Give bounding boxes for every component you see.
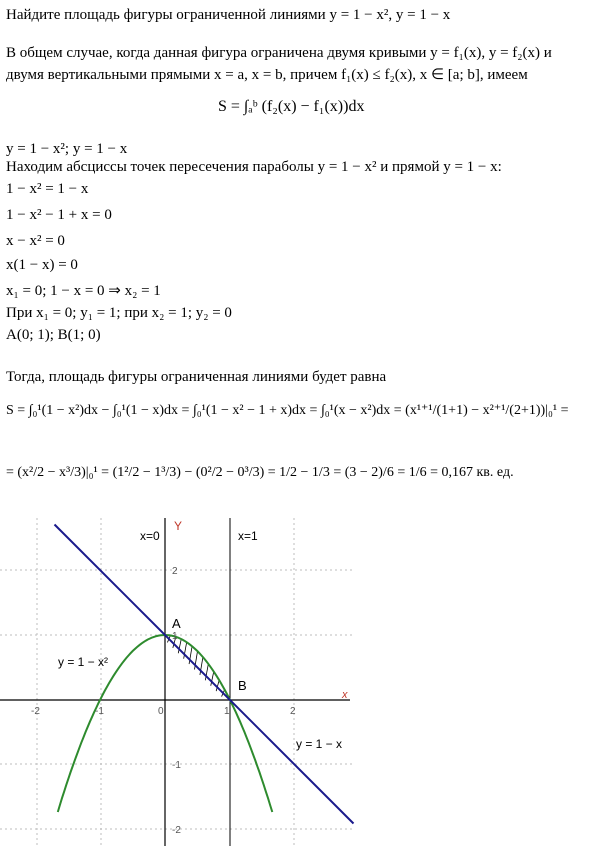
tick-y-1: 1 [172, 631, 178, 642]
area-heading: Тогда, площадь фигуры ограниченная линиями будет равна [6, 369, 387, 385]
step-4: x(1 − x) = 0 [6, 257, 78, 273]
axis-y-label: Y [174, 519, 183, 533]
tick-x-2: 2 [290, 706, 296, 717]
line-curve [55, 525, 354, 824]
step-6: При x₁ = 0; y₁ = 1; при x₂ = 1; y₂ = 0 [6, 305, 232, 321]
given-functions: y = 1 − x²; y = 1 − x [6, 141, 128, 157]
point-a-label: A [172, 616, 181, 631]
tick-y-2: 2 [172, 566, 178, 577]
area-line-1: S = ∫₀¹(1 − x²)dx − ∫₀¹(1 − x)dx = ∫₀¹(1 − x² − 1 + x)dx = ∫₀¹(x − x²)dx = (x¹⁺¹/(1+1) − x²⁺¹/(2+1))|₀¹ = [6, 403, 569, 418]
tick-y--1: -1 [172, 760, 181, 771]
parabola-label: y = 1 − x² [58, 655, 109, 669]
point-b-label: B [238, 678, 247, 693]
problem-title: Найдите площадь фигуры ограниченной линиями y = 1 − x², y = 1 − x [6, 7, 451, 23]
line-label: y = 1 − x [296, 737, 343, 751]
tick-x--2: -2 [31, 706, 40, 717]
step-1: 1 − x² = 1 − x [6, 181, 89, 197]
tick-x-0: 0 [158, 706, 164, 717]
area-graph [0, 518, 612, 846]
general-case-line-1: В общем случае, когда данная фигура ограничена двумя кривыми y = f₁(x), y = f₂(x) и [6, 45, 552, 61]
tick-x--1: -1 [95, 706, 104, 717]
step-3: x − x² = 0 [6, 233, 65, 249]
step-5: x₁ = 0; 1 − x = 0 ⇒ x₂ = 1 [6, 283, 161, 299]
axis-x-label: x [342, 689, 348, 701]
tick-x-1: 1 [224, 706, 230, 717]
intersection-heading: Находим абсциссы точек пересечения параболы y = 1 − x² и прямой y = 1 − x: [6, 159, 502, 175]
step-2: 1 − x² − 1 + x = 0 [6, 207, 112, 223]
general-case-line-2: двумя вертикальными прямыми x = a, x = b, причем f₁(x) ≤ f₂(x), x ∈ [a; b], имеем [6, 67, 528, 83]
label-x1: x=1 [238, 529, 258, 543]
general-formula: S = ∫ₐᵇ (f₂(x) − f₁(x))dx [218, 98, 365, 115]
area-line-2: = (x²/2 − x³/3)|₀¹ = (1²/2 − 1³/3) − (0²/2 − 0³/3) = 1/2 − 1/3 = (3 − 2)/6 = 1/6 = 0,167 кв. ед. [6, 465, 514, 480]
points-ab: A(0; 1); B(1; 0) [6, 327, 101, 343]
label-x0: x=0 [140, 529, 160, 543]
tick-y--2: -2 [172, 825, 181, 836]
